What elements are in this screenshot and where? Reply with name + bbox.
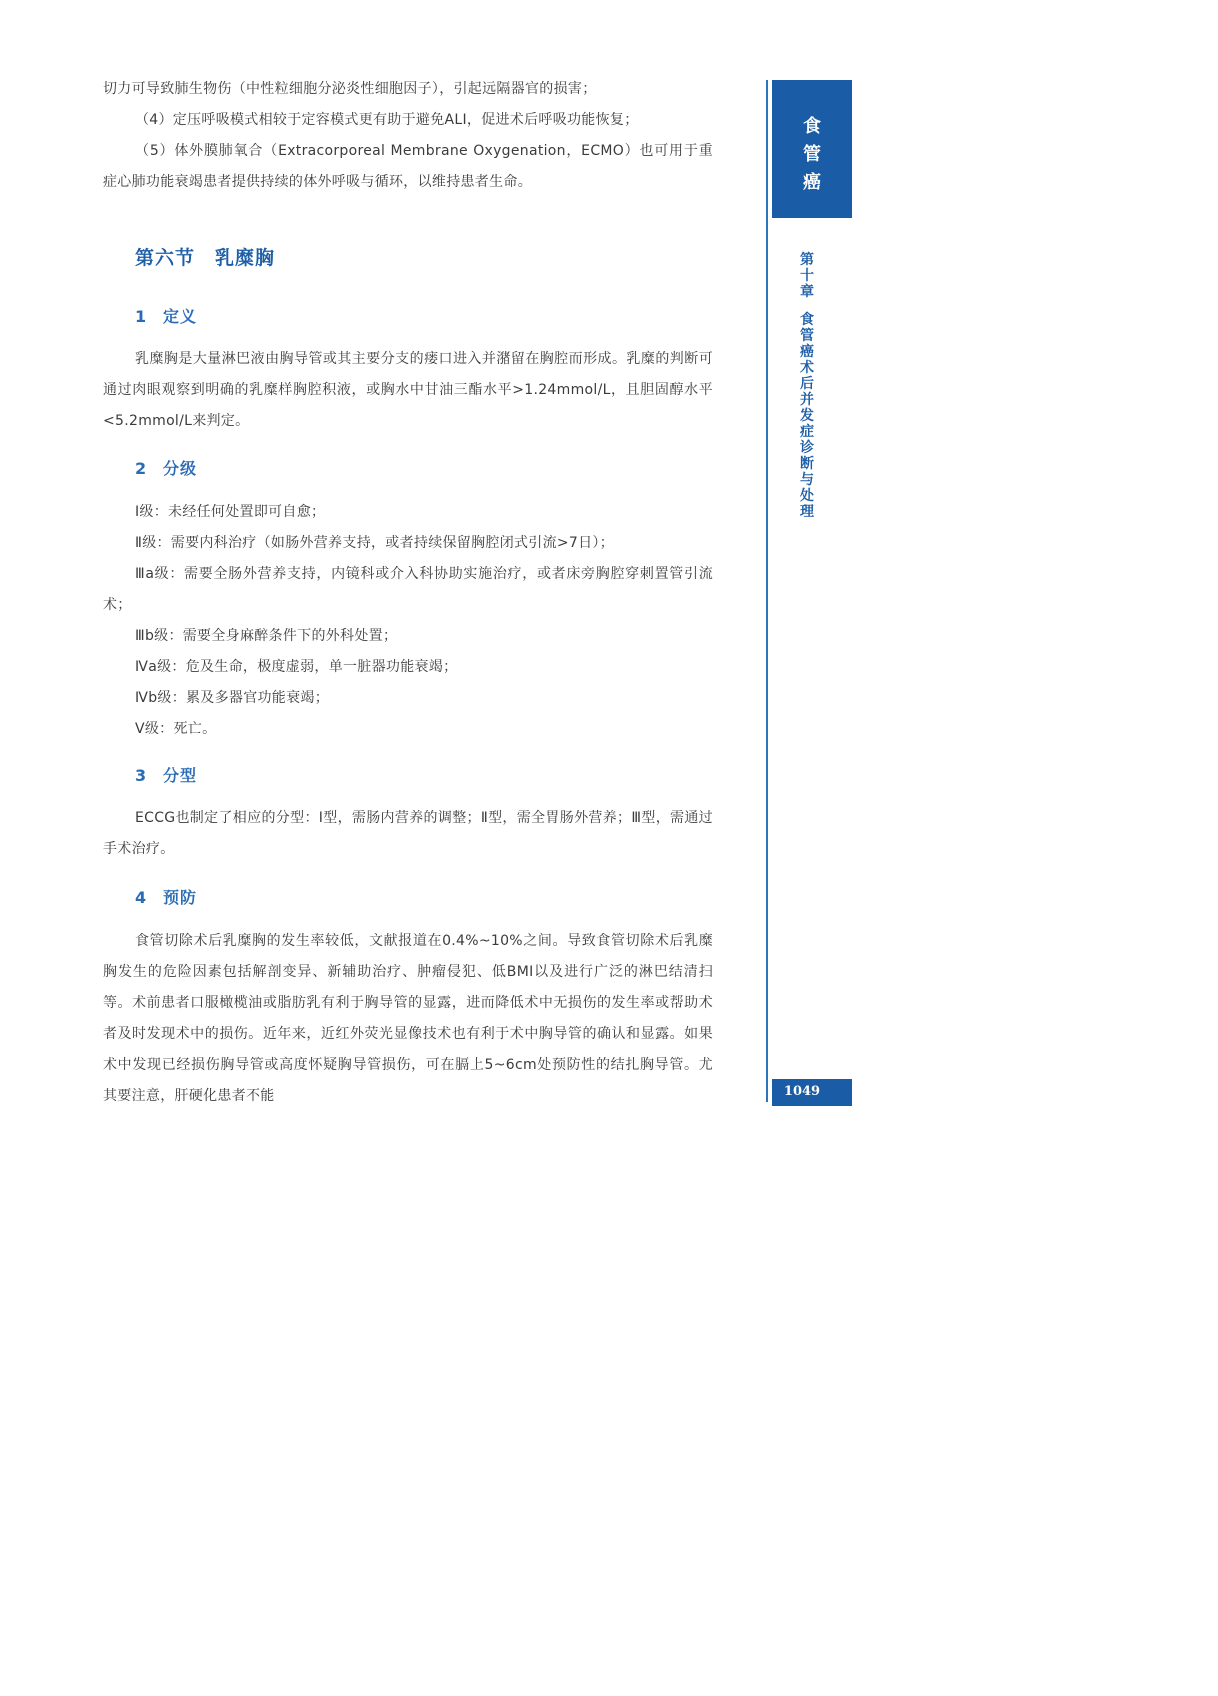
chapter-char: 与 xyxy=(800,472,814,488)
subheading-text: 分级 xyxy=(163,459,198,478)
margin-rule xyxy=(766,80,768,1102)
chapter-char: 癌 xyxy=(800,344,814,360)
grade-item: Ⅲb级：需要全身麻醉条件下的外科处置； xyxy=(135,628,398,644)
chapter-char: 管 xyxy=(800,328,814,344)
grade-item: Ⅴ级：死亡。 xyxy=(135,721,217,737)
section-title: 第六节 乳糜胸 xyxy=(135,247,276,269)
grade-item: Ⅰ级：未经任何处置即可自愈； xyxy=(135,504,326,520)
chapter-char: 食 xyxy=(800,312,814,328)
subheading-number: 1 xyxy=(135,307,148,326)
subheading-classification xyxy=(135,763,197,786)
page-number: 1049 xyxy=(783,1084,821,1099)
definition-block xyxy=(103,344,713,437)
intro-line-1: 切力可导致肺生物伤（中性粒细胞分泌炎性细胞因子），引起远隔器官的损害； xyxy=(103,81,597,97)
subheading-definition xyxy=(135,304,197,327)
chapter-char: 处 xyxy=(800,488,814,504)
chapter-char: 发 xyxy=(800,408,814,424)
book-title-tab xyxy=(772,80,852,218)
tab-char: 癌 xyxy=(803,172,821,193)
tab-char: 管 xyxy=(803,144,821,165)
subheading-number: 3 xyxy=(135,766,148,785)
tab-char: 食 xyxy=(803,116,821,137)
grading-list xyxy=(103,497,713,745)
intro-line-3: （5）体外膜肺氧合（Extracorporeal Membrane Oxygenation，ECMO）也可用于重症心肺功能衰竭患者提供持续的体外呼吸与循环，以维持患者生命。 xyxy=(103,143,713,190)
classification-paragraph: ECCG也制定了相应的分型：Ⅰ型，需肠内营养的调整；Ⅱ型，需全胃肠外营养；Ⅲ型，需通过手术治疗。 xyxy=(103,810,713,857)
chapter-char: 章 xyxy=(800,284,814,300)
chapter-char: 并 xyxy=(800,392,814,408)
subheading-prevention xyxy=(135,885,197,908)
chapter-char xyxy=(797,300,817,312)
chapter-char: 后 xyxy=(800,376,814,392)
subheading-number: 4 xyxy=(135,888,148,907)
classification-block xyxy=(103,803,713,865)
intro-line-2: （4）定压呼吸模式相较于定容模式更有助于避免ALI，促进术后呼吸功能恢复； xyxy=(135,112,639,128)
chapter-char: 术 xyxy=(800,360,814,376)
prevention-block xyxy=(103,926,713,1112)
subheading-text: 预防 xyxy=(163,888,198,907)
chapter-char: 理 xyxy=(800,504,814,520)
chapter-char: 诊 xyxy=(800,440,814,456)
grade-item: Ⅱ级：需要内科治疗（如肠外营养支持，或者持续保留胸腔闭式引流>7日）； xyxy=(135,535,615,551)
subheading-text: 分型 xyxy=(163,766,198,785)
prevention-paragraph: 食管切除术后乳糜胸的发生率较低，文献报道在0.4%~10%之间。导致食管切除术后乳糜胸发生的危险因素包括解剖变异、新辅助治疗、肿瘤侵犯、低BMI以及进行广泛的淋巴结清扫等。术前患者口服橄榄油或脂肪乳有利于胸导管的显露，进而降低术中无损伤的发生率或帮助术者及时发现术中的损伤。近年来，近红外荧光显像技术也有利于术中胸导管的确认和显露。如果术中发现已经损伤胸导管或高度怀疑胸导管损伤，可在膈上5~6cm处预防性的结扎胸导管。尤其要注意，肝硬化患者不能 xyxy=(103,933,713,1104)
chapter-char: 症 xyxy=(800,424,814,440)
grade-item: Ⅳa级：危及生命，极度虚弱，单一脏器功能衰竭； xyxy=(135,659,458,675)
grade-item: Ⅲa级：需要全肠外营养支持，内镜科或介入科协助实施治疗，或者床旁胸腔穿刺置管引流术； xyxy=(103,566,713,613)
chapter-char: 第 xyxy=(800,252,814,268)
subheading-number: 2 xyxy=(135,459,148,478)
definition-paragraph: 乳糜胸是大量淋巴液由胸导管或其主要分支的瘘口进入并潴留在胸腔而形成。乳糜的判断可通过肉眼观察到明确的乳糜样胸腔积液，或胸水中甘油三酯水平>1.24mmol/L，且胆固醇水平<5.2mmol/L来判定。 xyxy=(103,351,713,429)
page-number-tab xyxy=(772,1079,852,1106)
subheading-text: 定义 xyxy=(163,307,198,326)
chapter-title-vertical xyxy=(797,252,817,520)
intro-block xyxy=(103,74,713,198)
subheading-grading xyxy=(135,456,197,479)
chapter-char: 断 xyxy=(800,456,814,472)
chapter-char: 十 xyxy=(800,268,814,284)
grade-item: Ⅳb级：累及多器官功能衰竭； xyxy=(135,690,330,706)
